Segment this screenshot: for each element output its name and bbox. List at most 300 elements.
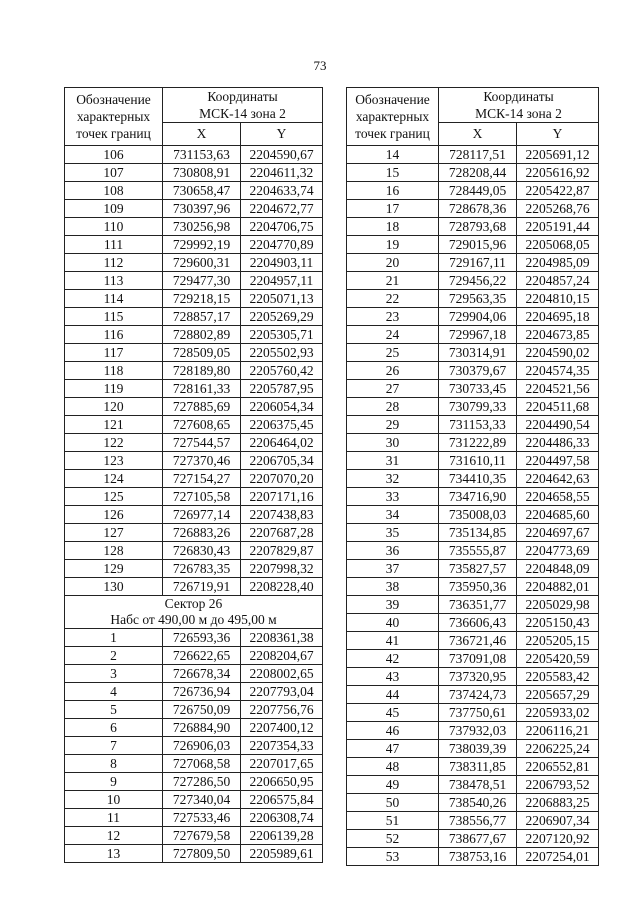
y-coordinate-cell: 2207070,20 [241,470,323,488]
table-row [65,146,323,164]
point-id-cell: 110 [65,218,163,236]
x-coordinate-cell: 728189,80 [163,362,241,380]
point-id-cell: 10 [65,791,163,809]
x-coordinate-cell: 728208,44 [439,164,517,182]
x-coordinate-cell: 727370,46 [163,452,241,470]
point-id-cell: 43 [347,668,439,686]
table-row [65,701,323,719]
x-coordinate-cell: 728161,33 [163,380,241,398]
point-id-cell: 21 [347,272,439,290]
y-coordinate-cell: 2205933,02 [517,704,599,722]
table-row [65,647,323,665]
point-id-cell: 124 [65,470,163,488]
designation-header-line: характерных [76,109,151,124]
y-coordinate-cell: 2205029,98 [517,596,599,614]
table-row [347,560,599,578]
point-id-cell: 129 [65,560,163,578]
x-coordinate-cell: 726736,94 [163,683,241,701]
x-coordinate-cell: 735827,57 [439,560,517,578]
y-coordinate-cell: 2205616,92 [517,164,599,182]
coordinates-header [439,88,599,123]
y-header: Y [241,123,323,146]
x-coordinate-cell: 738556,77 [439,812,517,830]
y-coordinate-cell: 2204957,11 [241,272,323,290]
point-id-cell: 41 [347,632,439,650]
table-row [347,848,599,866]
x-coordinate-cell: 727068,58 [163,755,241,773]
x-coordinate-cell: 728117,51 [439,146,517,164]
coordinates-table-right [346,87,599,866]
point-id-cell: 117 [65,344,163,362]
y-coordinate-cell: 2207829,87 [241,542,323,560]
point-id-cell: 19 [347,236,439,254]
table-row [347,794,599,812]
y-coordinate-cell: 2205422,87 [517,182,599,200]
x-coordinate-cell: 728678,36 [439,200,517,218]
y-coordinate-cell: 2206375,45 [241,416,323,434]
table-row [65,506,323,524]
table-row [65,737,323,755]
y-coordinate-cell: 2205071,13 [241,290,323,308]
designation-header-line: Обозначение [76,92,151,107]
x-header: X [439,123,517,146]
point-id-cell: 24 [347,326,439,344]
coordinates-header-line: Координаты [207,89,278,104]
y-coordinate-cell: 2204770,89 [241,236,323,254]
table-row [65,308,323,326]
y-coordinate-cell: 2205205,15 [517,632,599,650]
point-id-cell: 106 [65,146,163,164]
table-row [347,812,599,830]
y-coordinate-cell: 2207120,92 [517,830,599,848]
x-coordinate-cell: 727885,69 [163,398,241,416]
table-row [347,344,599,362]
x-coordinate-cell: 734716,90 [439,488,517,506]
table-row [65,578,323,596]
x-coordinate-cell: 738540,26 [439,794,517,812]
x-coordinate-cell: 729218,15 [163,290,241,308]
y-coordinate-cell: 2204857,24 [517,272,599,290]
x-header: X [163,123,241,146]
y-coordinate-cell: 2204848,09 [517,560,599,578]
table-row [65,398,323,416]
x-coordinate-cell: 727105,58 [163,488,241,506]
x-coordinate-cell: 726977,14 [163,506,241,524]
y-coordinate-cell: 2207756,76 [241,701,323,719]
y-coordinate-cell: 2204611,32 [241,164,323,182]
point-id-cell: 114 [65,290,163,308]
table-row [65,380,323,398]
y-coordinate-cell: 2204882,01 [517,578,599,596]
point-id-cell: 51 [347,812,439,830]
point-id-cell: 42 [347,650,439,668]
table-row [65,416,323,434]
y-coordinate-cell: 2206308,74 [241,809,323,827]
table-row [65,683,323,701]
x-coordinate-cell: 735134,85 [439,524,517,542]
y-coordinate-cell: 2206705,34 [241,452,323,470]
y-coordinate-cell: 2206116,21 [517,722,599,740]
table-row [347,380,599,398]
point-id-cell: 14 [347,146,439,164]
point-id-cell: 28 [347,398,439,416]
table-row [347,182,599,200]
x-coordinate-cell: 726678,34 [163,665,241,683]
point-id-cell: 111 [65,236,163,254]
point-id-cell: 11 [65,809,163,827]
table-row [65,236,323,254]
point-id-cell: 9 [65,773,163,791]
y-coordinate-cell: 2205150,43 [517,614,599,632]
x-coordinate-cell: 738677,67 [439,830,517,848]
point-id-cell: 123 [65,452,163,470]
table-row [65,773,323,791]
table-row [347,416,599,434]
table-row [347,632,599,650]
point-id-cell: 120 [65,398,163,416]
table-row [65,560,323,578]
x-coordinate-cell: 731153,33 [439,416,517,434]
x-coordinate-cell: 728857,17 [163,308,241,326]
x-coordinate-cell: 730256,98 [163,218,241,236]
point-id-cell: 39 [347,596,439,614]
table-row [347,308,599,326]
point-id-cell: 48 [347,758,439,776]
point-id-cell: 130 [65,578,163,596]
x-coordinate-cell: 731222,89 [439,434,517,452]
table-row [347,596,599,614]
x-coordinate-cell: 736721,46 [439,632,517,650]
point-id-cell: 126 [65,506,163,524]
table-row [65,434,323,452]
x-coordinate-cell: 726830,43 [163,542,241,560]
point-id-cell: 122 [65,434,163,452]
y-coordinate-cell: 2204521,56 [517,380,599,398]
y-coordinate-cell: 2204590,67 [241,146,323,164]
y-coordinate-cell: 2204673,85 [517,326,599,344]
point-id-cell: 53 [347,848,439,866]
table-row [347,722,599,740]
point-id-cell: 45 [347,704,439,722]
point-id-cell: 26 [347,362,439,380]
x-coordinate-cell: 735555,87 [439,542,517,560]
y-coordinate-cell: 2205691,12 [517,146,599,164]
point-id-cell: 38 [347,578,439,596]
x-coordinate-cell: 727533,46 [163,809,241,827]
table-row [347,542,599,560]
y-coordinate-cell: 2208002,65 [241,665,323,683]
table-row [347,218,599,236]
x-coordinate-cell: 729904,06 [439,308,517,326]
point-id-cell: 13 [65,845,163,863]
table-row [65,755,323,773]
table-row [65,218,323,236]
x-coordinate-cell: 731153,63 [163,146,241,164]
point-id-cell: 116 [65,326,163,344]
point-id-cell: 36 [347,542,439,560]
point-id-cell: 6 [65,719,163,737]
x-coordinate-cell: 738039,39 [439,740,517,758]
table-row [347,146,599,164]
point-id-cell: 15 [347,164,439,182]
x-coordinate-cell: 730658,47 [163,182,241,200]
y-coordinate-cell: 2204497,58 [517,452,599,470]
table-row [347,668,599,686]
point-id-cell: 34 [347,506,439,524]
table-row [347,686,599,704]
coordinates-header-line: Координаты [483,89,554,104]
y-coordinate-cell: 2205989,61 [241,845,323,863]
table-row [347,362,599,380]
y-coordinate-cell: 2204574,35 [517,362,599,380]
y-coordinate-cell: 2204706,75 [241,218,323,236]
table-row [347,488,599,506]
x-coordinate-cell: 727544,57 [163,434,241,452]
y-coordinate-cell: 2206575,84 [241,791,323,809]
table-row [65,809,323,827]
y-coordinate-cell: 2204985,09 [517,254,599,272]
point-id-cell: 46 [347,722,439,740]
table-row [65,362,323,380]
point-id-cell: 22 [347,290,439,308]
y-coordinate-cell: 2206907,34 [517,812,599,830]
x-coordinate-cell: 727608,65 [163,416,241,434]
y-coordinate-cell: 2206464,02 [241,434,323,452]
x-coordinate-cell: 736351,77 [439,596,517,614]
y-coordinate-cell: 2208228,40 [241,578,323,596]
point-id-cell: 49 [347,776,439,794]
point-id-cell: 50 [347,794,439,812]
table-row [65,629,323,647]
x-coordinate-cell: 730397,96 [163,200,241,218]
x-coordinate-cell: 727809,50 [163,845,241,863]
y-coordinate-cell: 2206650,95 [241,773,323,791]
x-coordinate-cell: 730733,45 [439,380,517,398]
point-id-cell: 109 [65,200,163,218]
x-coordinate-cell: 729456,22 [439,272,517,290]
table-row [65,452,323,470]
x-coordinate-cell: 728449,05 [439,182,517,200]
table-row [347,758,599,776]
y-coordinate-cell: 2204490,54 [517,416,599,434]
y-coordinate-cell: 2205657,29 [517,686,599,704]
x-coordinate-cell: 728509,05 [163,344,241,362]
table-row [65,791,323,809]
y-coordinate-cell: 2204590,02 [517,344,599,362]
y-coordinate-cell: 2207354,33 [241,737,323,755]
point-id-cell: 27 [347,380,439,398]
x-coordinate-cell: 729992,19 [163,236,241,254]
point-id-cell: 20 [347,254,439,272]
point-id-cell: 8 [65,755,163,773]
x-coordinate-cell: 729167,11 [439,254,517,272]
coordinates-header-line: МСК-14 зона 2 [199,106,286,121]
x-coordinate-cell: 726906,03 [163,737,241,755]
x-coordinate-cell: 730314,91 [439,344,517,362]
point-id-cell: 47 [347,740,439,758]
designation-header [347,88,439,146]
table-row [347,326,599,344]
table-row [347,614,599,632]
point-id-cell: 2 [65,647,163,665]
x-coordinate-cell: 729967,18 [439,326,517,344]
y-coordinate-cell: 2205191,44 [517,218,599,236]
y-coordinate-cell: 2207438,83 [241,506,323,524]
table-row [347,398,599,416]
y-coordinate-cell: 2206883,25 [517,794,599,812]
x-coordinate-cell: 729563,35 [439,290,517,308]
point-id-cell: 125 [65,488,163,506]
x-coordinate-cell: 729015,96 [439,236,517,254]
point-id-cell: 3 [65,665,163,683]
table-row [347,470,599,488]
table-row [65,827,323,845]
point-id-cell: 107 [65,164,163,182]
point-id-cell: 44 [347,686,439,704]
x-coordinate-cell: 727679,58 [163,827,241,845]
point-id-cell: 5 [65,701,163,719]
x-coordinate-cell: 737932,03 [439,722,517,740]
y-coordinate-cell: 2206552,81 [517,758,599,776]
x-coordinate-cell: 736606,43 [439,614,517,632]
x-coordinate-cell: 738311,85 [439,758,517,776]
y-coordinate-cell: 2204486,33 [517,434,599,452]
x-coordinate-cell: 738753,16 [439,848,517,866]
y-coordinate-cell: 2207400,12 [241,719,323,737]
y-coordinate-cell: 2204695,18 [517,308,599,326]
x-coordinate-cell: 726750,09 [163,701,241,719]
point-id-cell: 119 [65,380,163,398]
point-id-cell: 108 [65,182,163,200]
y-coordinate-cell: 2205268,76 [517,200,599,218]
table-row [347,290,599,308]
y-coordinate-cell: 2204773,69 [517,542,599,560]
table-row [347,236,599,254]
designation-header-line: характерных [355,109,430,124]
designation-header [65,88,163,146]
point-id-cell: 52 [347,830,439,848]
table-row [347,506,599,524]
table-row [65,326,323,344]
sector-subtitle: Набс от 490,00 м до 495,00 м [110,612,277,627]
x-coordinate-cell: 727154,27 [163,470,241,488]
point-id-cell: 23 [347,308,439,326]
x-coordinate-cell: 734410,35 [439,470,517,488]
designation-header-line: Обозначение [355,92,430,107]
point-id-cell: 128 [65,542,163,560]
table-row [347,740,599,758]
x-coordinate-cell: 730808,91 [163,164,241,182]
table-row [65,200,323,218]
x-coordinate-cell: 729477,30 [163,272,241,290]
point-id-cell: 121 [65,416,163,434]
y-coordinate-cell: 2205760,42 [241,362,323,380]
x-coordinate-cell: 730799,33 [439,398,517,416]
y-coordinate-cell: 2205787,95 [241,380,323,398]
y-coordinate-cell: 2205583,42 [517,668,599,686]
point-id-cell: 30 [347,434,439,452]
point-id-cell: 18 [347,218,439,236]
x-coordinate-cell: 726622,65 [163,647,241,665]
point-id-cell: 25 [347,344,439,362]
table-row [65,344,323,362]
y-coordinate-cell: 2208361,38 [241,629,323,647]
table-row [347,776,599,794]
y-coordinate-cell: 2206225,24 [517,740,599,758]
y-coordinate-cell: 2205269,29 [241,308,323,326]
point-id-cell: 12 [65,827,163,845]
y-coordinate-cell: 2204697,67 [517,524,599,542]
sector-heading [65,596,323,629]
y-coordinate-cell: 2204903,11 [241,254,323,272]
x-coordinate-cell: 726883,26 [163,524,241,542]
x-coordinate-cell: 729600,31 [163,254,241,272]
y-coordinate-cell: 2204642,63 [517,470,599,488]
y-header: Y [517,123,599,146]
point-id-cell: 115 [65,308,163,326]
point-id-cell: 7 [65,737,163,755]
y-coordinate-cell: 2206793,52 [517,776,599,794]
y-coordinate-cell: 2204810,15 [517,290,599,308]
table-row [65,542,323,560]
page-number: 73 [313,58,327,73]
x-coordinate-cell: 726593,36 [163,629,241,647]
table-row [347,704,599,722]
x-coordinate-cell: 728802,89 [163,326,241,344]
x-coordinate-cell: 738478,51 [439,776,517,794]
x-coordinate-cell: 737320,95 [439,668,517,686]
sector-title: Сектор 26 [164,596,223,611]
table-row [65,182,323,200]
x-coordinate-cell: 731610,11 [439,452,517,470]
point-id-cell: 1 [65,629,163,647]
point-id-cell: 127 [65,524,163,542]
x-coordinate-cell: 727286,50 [163,773,241,791]
y-coordinate-cell: 2207254,01 [517,848,599,866]
y-coordinate-cell: 2204633,74 [241,182,323,200]
table-row [65,719,323,737]
y-coordinate-cell: 2208204,67 [241,647,323,665]
point-id-cell: 32 [347,470,439,488]
y-coordinate-cell: 2207171,16 [241,488,323,506]
x-coordinate-cell: 728793,68 [439,218,517,236]
x-coordinate-cell: 737750,61 [439,704,517,722]
y-coordinate-cell: 2207998,32 [241,560,323,578]
coordinates-table-left [64,87,323,863]
y-coordinate-cell: 2207017,65 [241,755,323,773]
table-row [347,578,599,596]
table-row [347,830,599,848]
y-coordinate-cell: 2204511,68 [517,398,599,416]
x-coordinate-cell: 727340,04 [163,791,241,809]
point-id-cell: 31 [347,452,439,470]
table-row [347,164,599,182]
point-id-cell: 118 [65,362,163,380]
y-coordinate-cell: 2206139,28 [241,827,323,845]
x-coordinate-cell: 737424,73 [439,686,517,704]
table-row [65,290,323,308]
designation-header-line: точек границ [355,126,430,141]
table-row [347,254,599,272]
point-id-cell: 112 [65,254,163,272]
y-coordinate-cell: 2205305,71 [241,326,323,344]
point-id-cell: 16 [347,182,439,200]
y-coordinate-cell: 2204672,77 [241,200,323,218]
y-coordinate-cell: 2207687,28 [241,524,323,542]
table-row [65,164,323,182]
y-coordinate-cell: 2204685,60 [517,506,599,524]
x-coordinate-cell: 726719,91 [163,578,241,596]
